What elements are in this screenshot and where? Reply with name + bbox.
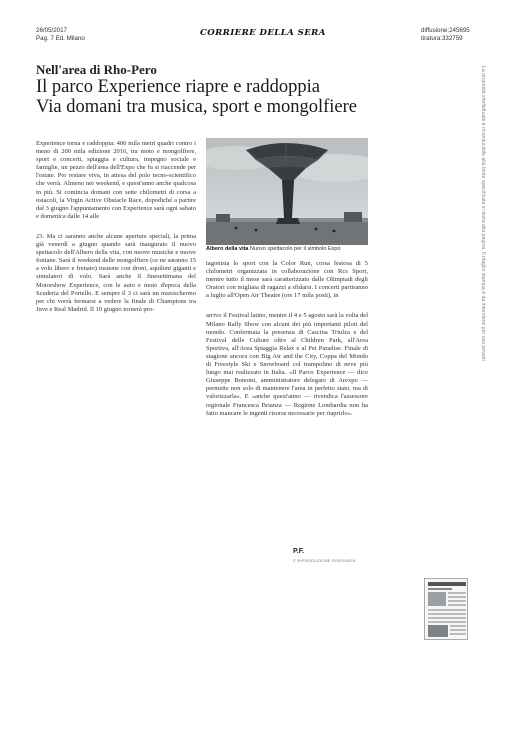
copyright-notice: © RIPRODUZIONE RISERVATA [293, 558, 356, 563]
page-thumbnail-illustration [425, 579, 468, 640]
paragraph: Experience torna e raddoppia: 400 mila metri quadri contro i meno di 200 mila edizione 2016, tra moto e mongolfiere, sport e concerti, spiaggia e cultura, impegno sociale e famiglie, un pezzo dell'area dell'Expo che fu si riaccende per l'estate. Per restare viva, in attesa del polo tecno-scientifico che verrà. Almeno nei weekend, e quest'anno anche qualcosa in più. Si comincia domani con sette chilometri di corsa a ostacoli, la Virgin Active Obstacle Race, dopodiché a partire dal 3 giugno l'appuntamento con Experience sarà ogni sabato e domenica dalle 14 alle [36, 140, 196, 220]
header-diffusion: diffusione:245695 [421, 27, 470, 34]
header-page-edition: Pag. 7 Ed. Milano [36, 35, 85, 42]
tree-of-life-illustration [206, 138, 368, 245]
header-meta-left [36, 27, 85, 43]
article-column-1 [36, 140, 196, 326]
tree-of-life-photo [206, 138, 368, 245]
page-thumbnail [424, 578, 468, 640]
header-meta-right [421, 27, 470, 43]
headline-line-1: Il parco Experience riapre e raddoppia [36, 77, 321, 97]
headline-line-2: Via domani tra musica, sport e mongolfiere [36, 97, 358, 117]
side-notice: La proprietà intellettuale è riconducibile alla fonte specificata in testa alla pagina. Il ritaglio stampa è da intendersi per uso privato [480, 66, 486, 361]
byline: P.F. [293, 548, 305, 555]
paragraph: 23. Ma ci saranno anche alcune aperture speciali, la prima già venerdì a giugno quando sarà inaugurato il nuovo spettacolo dell'Albero della vita, con nuove musiche e nuove fontane. Sarà il weekend delle mongolfiere (ce ne saranno 15 a volo libero e frenato) insieme con droni, aquiloni giganti e simulatori di volo. Sarà anche il finesettimana del Motorshow Experience, con le auto e moto d'epoca della Scuderia del Portello. E sempre il 3 ci sarà un maxischermo per chi vorrà fermarsi a vedere la finale di Champions tra Juve e Real Madrid. Il 10 giugno tornerà pro- [36, 232, 196, 313]
masthead: CORRIERE DELLA SERA [200, 28, 326, 38]
article-column-2 [206, 260, 368, 430]
article-kicker: Nell'area di Rho-Pero [36, 62, 157, 77]
caption-bold: Albero della vita [206, 246, 249, 252]
header-print-run: tiratura:332759 [421, 35, 463, 42]
header-date: 26/05/2017 [36, 27, 67, 34]
caption-text: Nuovo spettacolo per il simbolo Expo [250, 246, 341, 252]
paragraph: arrivo il Festival latino, mentre il 4 e 5 agosto sarà la volta del Milano Rally Show con alcuni dei più importanti piloti del mondo. Confermata la presenza di Cascina Triulza e del Festival delle Culture oltre al Children Park, all'Area Sportiva, all'Area Spiaggia Relax e al Pet Paradise. Finale di stagione ancora con Big Air and the City, Coppa del Mondo di Freestyle Ski e Snowboard col trampolino di neve più lungo mai realizzato in Italia. «Il Parco Experience — dice Giuseppe Bonomi, amministratore delegato di Arexpo — permette non solo di mantenere l'area in perfetto stato, ma di valorizzarla». E «anche quest'anno — rivendica l'assessore regionale Francesca Brianza — Regione Lombardia non ha fatto mancare le ingenti risorse necessarie per riaprirlo». [206, 312, 368, 417]
paragraph: tagonista lo sport con la Color Run, corsa festosa di 5 chilometri organizzata in collaborazione con Rcs Sport, mentre tutto il mese sarà caratterizzato dalle Olimpiadi degli Oratori con migliaia di ragazzi a sfidarsi. I concerti partiranno a luglio all'Open Air Theatre (ore 17 mila posti), in [206, 260, 368, 300]
article-headline [36, 77, 476, 117]
photo-caption [206, 246, 381, 253]
